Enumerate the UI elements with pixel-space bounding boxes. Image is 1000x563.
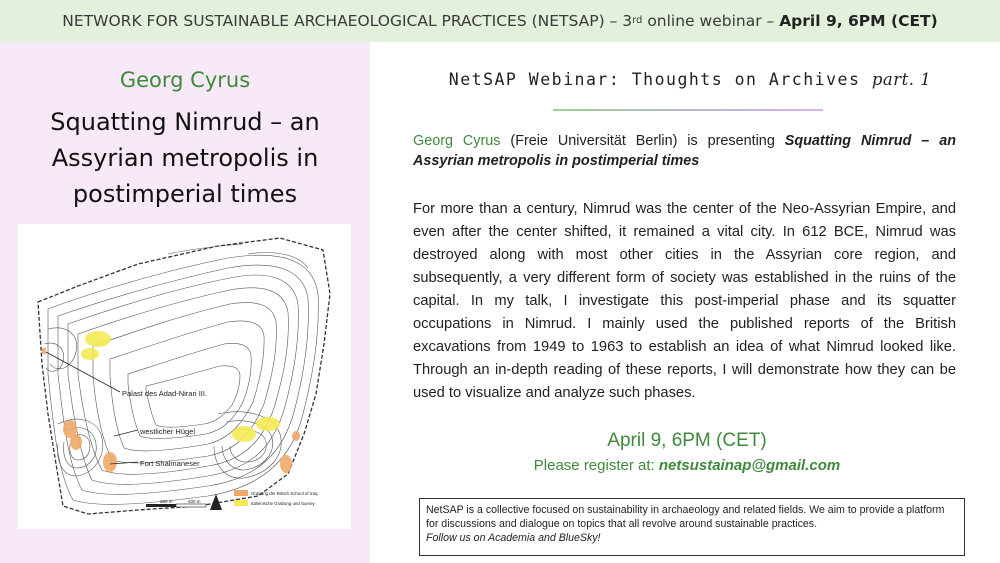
nimrud-map-drawing (18, 224, 351, 529)
intro-title: Squatting Nimrud – an Assyrian metropolis in postimperial times (413, 133, 957, 169)
follow-text: Follow us on Academia and BlueSky! (426, 532, 601, 544)
map-legend-italian: Italienische Grabung und Survey (251, 501, 315, 506)
map-legend-british: Grabung der British School of Iraq (251, 491, 318, 496)
map-label-fort: Fort Shalmaneser (140, 459, 200, 468)
map-label-palast: Palast des Adad-Nirari III. (122, 389, 208, 398)
map-scale-200: 200 m (160, 499, 173, 504)
register-label: Please register at: (533, 457, 655, 474)
map-scale-400: 400 m (188, 499, 201, 504)
site-map (18, 224, 351, 529)
banner-middle: online webinar – (642, 12, 780, 30)
series-title-text: NetSAP Webinar: Thoughts on Archives (448, 70, 861, 89)
intro-speaker: Georg Cyrus (413, 133, 501, 149)
series-part: part. 1 (871, 70, 932, 89)
register-line (413, 457, 961, 474)
series-title (390, 70, 990, 89)
intro-affiliation: (Freie Universität Berlin) is presenting (510, 133, 775, 149)
talk-title: Squatting Nimrud – an Assyrian metropolis in postimperial times (50, 108, 320, 208)
banner-date: April 9, 6PM (CET) (779, 12, 938, 30)
register-email-link[interactable]: netsustainap@gmail.com (658, 457, 841, 474)
left-panel (0, 42, 370, 563)
event-date: April 9, 6PM (CET) (607, 430, 767, 451)
intro-paragraph (413, 131, 956, 171)
abstract-paragraph: For more than a century, Nimrud was the center of the Neo-Assyrian Empire, and even after the center shifted, it remained a vital city. In 612 BCE, Nimrud was destroyed along with most other cities in the Assyrian core region, and subsequently, a very different form of society was established in the ruins of the capital. In my talk, I investigate this post-imperial phase and its squatter occupations in Nimrud. I mainly used the published reports of the British excavations from 1949 to 1963 to establish an idea of what Nimrud looked like. Through an in-depth reading of these reports, I will demonstrate how they can be used to visualize and analyze such phases. (413, 201, 956, 401)
map-label-huegel: westlicher Hügel (140, 427, 196, 436)
about-box (419, 498, 965, 556)
banner-prefix: NETWORK FOR SUSTAINABLE ARCHAEOLOGICAL PRACTICES (NETSAP) – 3 (62, 12, 633, 30)
speaker-name: Georg Cyrus (119, 68, 251, 92)
about-text: NetSAP is a collective focused on sustainability in archaeology and related fields. We aim to provide a platform for discussions and dialogue on topics that all revolve around sustainable practices. (426, 504, 945, 530)
title-divider (553, 109, 823, 111)
top-banner: NETWORK FOR SUSTAINABLE ARCHAEOLOGICAL PRACTICES (NETSAP) – 3 rd online webinar – April 9, 6PM (CET) (0, 0, 1000, 42)
